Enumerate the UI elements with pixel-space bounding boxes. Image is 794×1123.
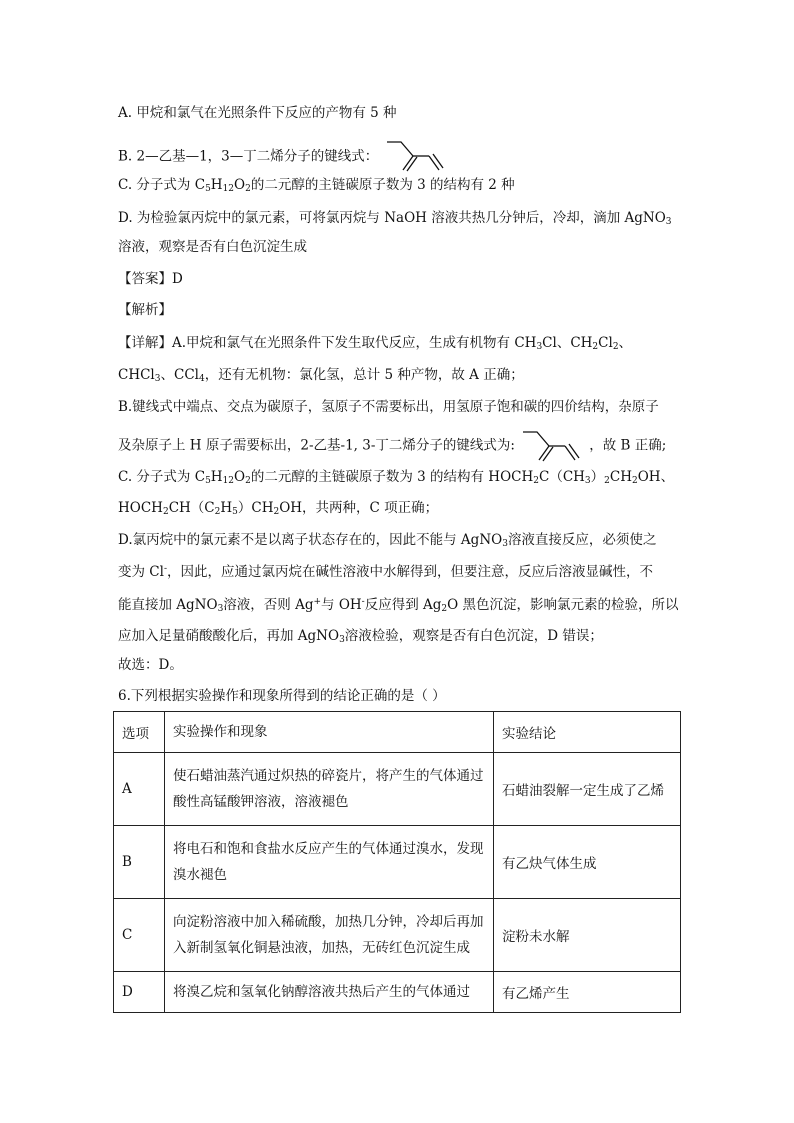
answer: 【答案】D xyxy=(118,271,183,287)
sub: 4 xyxy=(198,374,205,384)
t: 【详解】A.甲烷和氯气在光照条件下发生取代反应，生成有机物有 CH xyxy=(118,335,537,351)
option-a: A. 甲烷和氯气在光照条件下反应的产物有 5 种 xyxy=(118,105,397,121)
detail-line-9 xyxy=(118,596,679,614)
table-cell: C xyxy=(114,899,165,972)
option-d-line1 xyxy=(118,209,672,227)
t: 、 xyxy=(618,335,633,351)
table-cell: B xyxy=(114,826,165,899)
header-cell: 实验操作和现象 xyxy=(165,712,494,753)
option-c xyxy=(118,176,515,194)
t: 反应得到 Ag xyxy=(364,597,442,613)
t: H xyxy=(220,500,233,516)
table-cell: 有乙烯产生 xyxy=(494,972,681,1013)
table-cell: A xyxy=(114,753,165,826)
table-cell: D xyxy=(114,972,165,1013)
header-cell: 选项 xyxy=(114,712,165,753)
table-cell xyxy=(165,753,494,826)
sub: 2 xyxy=(214,507,221,517)
option-b xyxy=(118,140,453,174)
option-b-text: B. 2—乙基—1，3—丁二烯分子的键线式： xyxy=(118,148,379,165)
t: 、CCl xyxy=(160,367,199,383)
t: D.氯丙烷中的氯元素不是以离子状态存在的，因此不能与 AgNO xyxy=(118,532,503,548)
detail-line-11: 故选：D。 xyxy=(118,657,183,673)
t: 应加入足量硝酸酸化后，再加 AgNO xyxy=(118,628,340,644)
o: O xyxy=(234,177,246,193)
sub: 3 xyxy=(584,476,591,486)
detail-line-5 xyxy=(118,468,674,486)
t: 溶液直接反应，必须使之 xyxy=(507,532,657,548)
t: HOCH xyxy=(118,500,163,516)
h: H xyxy=(210,177,223,193)
header-cell: 实验结论 xyxy=(494,712,681,753)
t: 变为 Cl xyxy=(118,564,164,580)
table-row xyxy=(114,826,681,899)
table-cell xyxy=(165,972,494,1013)
option-c-pre: C. 分子式为 C xyxy=(118,177,206,193)
t: OH、 xyxy=(637,469,675,485)
op-line: 溴水褪色 xyxy=(173,867,227,883)
t: Cl、CH xyxy=(542,335,593,351)
table-header-row xyxy=(114,712,681,753)
analysis-label: 【解析】 xyxy=(118,302,172,318)
t: ，还有无机物：氯化氢，总计 5 种产物，故 A 正确； xyxy=(204,367,524,383)
op-line: 将溴乙烷和氢氧化钠醇溶液共热后产生的气体通过 xyxy=(173,984,470,1000)
table-row xyxy=(114,972,681,1013)
sub: 12 xyxy=(222,476,235,486)
t: Cl xyxy=(598,335,613,351)
sup: + xyxy=(313,597,322,607)
detail-line-4 xyxy=(118,430,666,462)
t: 与 OH xyxy=(321,597,362,613)
detail-line-10 xyxy=(118,627,603,645)
skeletal-formula-icon xyxy=(519,430,589,462)
sub: 2 xyxy=(612,342,619,352)
skeletal-formula-icon xyxy=(383,140,453,174)
detail-line-7 xyxy=(118,531,656,549)
t: CH xyxy=(609,469,632,485)
sub: 2 xyxy=(592,342,599,352)
option-d-pre: D. 为检验氯丙烷中的氯元素，可将氯丙烷与 NaOH 溶液共热几分钟后，冷却，滴加 AgNO xyxy=(118,210,666,226)
t: C（CH xyxy=(538,469,585,485)
sub: 2 xyxy=(245,476,251,486)
t: 能直接加 AgNO xyxy=(118,597,218,613)
t: ，因此，应通过氯丙烷在碱性溶液中水解得到，但要注意，反应后溶液显碱性，不 xyxy=(167,564,653,580)
detail-line-6 xyxy=(118,499,438,517)
t: ）CH xyxy=(237,500,274,516)
t: 溶液检验，观察是否有白色沉淀，D 错误； xyxy=(344,628,603,644)
detail-line-8 xyxy=(118,563,653,581)
op-line: 向淀粉溶液中加入稀硫酸，加热几分钟，冷却后再加 xyxy=(173,914,484,930)
sub: 2 xyxy=(604,476,610,486)
table-cell: 有乙炔气体生成 xyxy=(494,826,681,899)
sub: 3 xyxy=(536,342,543,352)
table-cell xyxy=(165,899,494,972)
table-cell xyxy=(165,826,494,899)
t: CH（C xyxy=(168,500,215,516)
t: ） xyxy=(590,469,605,485)
sub: 2 xyxy=(245,184,251,194)
sub: 3 xyxy=(154,374,161,384)
op-line: 酸性高锰酸钾溶液，溶液褪色 xyxy=(173,794,349,810)
sub: 3 xyxy=(339,635,345,645)
sub: 5 xyxy=(205,184,211,194)
experiment-table xyxy=(113,711,681,1013)
detail-line-1 xyxy=(118,334,632,352)
sup: - xyxy=(163,564,167,574)
detail-line-2 xyxy=(118,366,524,384)
sub: 3 xyxy=(665,217,672,227)
t: 溶液，否则 Ag xyxy=(223,597,314,613)
sub: 2 xyxy=(533,476,539,486)
t: CHCl xyxy=(118,367,155,383)
option-d-line2: 溶液，观察是否有白色沉淀生成 xyxy=(118,239,307,255)
o: O xyxy=(234,469,246,485)
sub: 2 xyxy=(162,507,169,517)
sub: 5 xyxy=(205,476,211,486)
h: H xyxy=(210,469,223,485)
t: ，故 B 正确; xyxy=(589,437,667,454)
table-row xyxy=(114,753,681,826)
sub: 2 xyxy=(632,476,638,486)
question-6: 6.下列根据实验操作和现象所得到的结论正确的是（ ） xyxy=(118,688,446,704)
sub: 3 xyxy=(217,604,224,614)
t: 及杂原子上 H 原子需要标出，2-乙基-1, 3-丁二烯分子的键线式为: xyxy=(118,437,515,454)
sub: 2 xyxy=(441,604,448,614)
table-cell: 淀粉未水解 xyxy=(494,899,681,972)
op-line: 将电石和饱和食盐水反应产生的气体通过溴水，发现 xyxy=(173,841,484,857)
sub: 2 xyxy=(273,507,280,517)
table-row xyxy=(114,899,681,972)
sub: 3 xyxy=(502,539,508,549)
detail-line-3: B.键线式中端点、交点为碳原子，氢原子不需要标出，用氢原子饱和碳的四价结构，杂原子 xyxy=(118,399,659,415)
t: OH，共两种，C 项正确； xyxy=(279,500,439,516)
sub: 5 xyxy=(232,507,238,517)
t: C. 分子式为 C xyxy=(118,469,206,485)
table-cell: 石蜡油裂解一定生成了乙烯 xyxy=(494,753,681,826)
t: O 黑色沉淀，影响氯元素的检验，所以 xyxy=(447,597,679,613)
sup: - xyxy=(361,597,365,607)
sub: 12 xyxy=(222,184,235,194)
op-line: 使石蜡油蒸汽通过炽热的碎瓷片，将产生的气体通过 xyxy=(173,768,484,784)
op-line: 入新制氢氧化铜悬浊液，加热，无砖红色沉淀生成 xyxy=(173,940,470,956)
option-c-post: 的二元醇的主链碳原子数为 3 的结构有 2 种 xyxy=(250,177,515,193)
t: 的二元醇的主链碳原子数为 3 的结构有 HOCH xyxy=(250,469,534,485)
